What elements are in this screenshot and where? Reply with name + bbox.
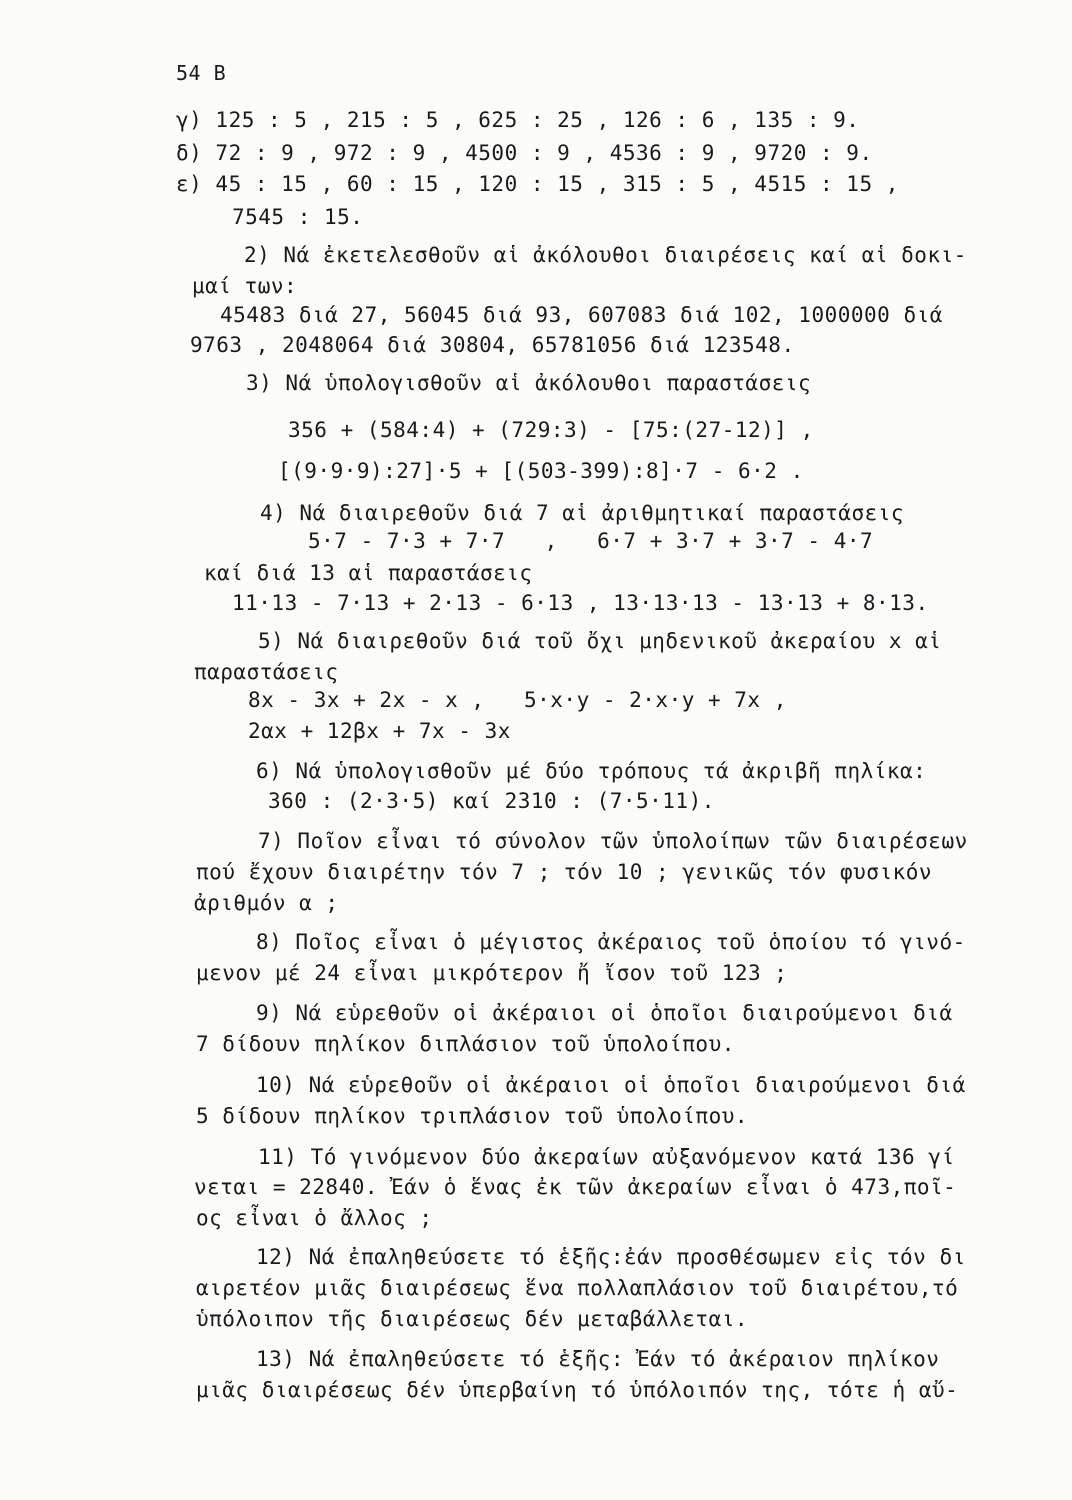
text-line: ος εἶναι ὁ ἄλλος ; — [196, 1206, 433, 1230]
text-line: 3) Νά ὑπολογισθοῦν αἱ ἀκόλουθοι παραστάσεις — [246, 371, 812, 395]
text-line: 11·13 - 7·13 + 2·13 - 6·13 , 13·13·13 - 13·13 + 8·13. — [232, 591, 929, 615]
text-line: 12) Νά ἐπαληθεύσετε τό ἑξῆς:ἐάν προσθέσωμεν εἰς τόν δι — [256, 1245, 966, 1269]
text-line: 7545 : 15. — [232, 205, 364, 229]
text-line: 13) Νά ἐπαληθεύσετε τό ἑξῆς: Ἐάν τό ἀκέραιον πηλίκον — [256, 1347, 940, 1371]
text-line: μαί των: — [192, 274, 298, 298]
text-line: πού ἔχουν διαιρέτην τόν 7 ; τόν 10 ; γενικῶς τόν φυσικόν — [196, 860, 933, 884]
text-line: 45483 διά 27, 56045 διά 93, 607083 διά 102, 1000000 διά — [220, 303, 943, 327]
text-line: μιᾶς διαιρέσεως δέν ὑπερβαίνη τό ὑπόλοιπόν της, τότε ἡ αὔ- — [196, 1378, 959, 1402]
page-header: 54 B — [176, 61, 227, 85]
text-line: 10) Νά εὑρεθοῦν οἱ ἀκέραιοι οἱ ὁποῖοι διαιρούμενοι διά — [256, 1073, 966, 1097]
text-line: καί διά 13 αἱ παραστάσεις — [204, 561, 533, 585]
text-line: γ) 125 : 5 , 215 : 5 , 625 : 25 , 126 : 6 , 135 : 9. — [176, 108, 860, 132]
text-line: 8x - 3x + 2x - x , 5·x·y - 2·x·y + 7x , — [248, 688, 787, 712]
text-line: 6) Νά ὑπολογισθοῦν μέ δύο τρόπους τά ἀκριβῆ πηλίκα: — [256, 759, 927, 783]
text-line: ὑπόλοιπον τῆς διαιρέσεως δέν μεταβάλλεται. — [196, 1307, 749, 1331]
text-line: 7 δίδουν πηλίκον διπλάσιον τοῦ ὑπολοίπου. — [196, 1032, 735, 1056]
text-line: 356 + (584:4) + (729:3) - [75:(27-12)] , — [288, 418, 814, 442]
text-line: αιρετέον μιᾶς διαιρέσεως ἕνα πολλαπλάσιον τοῦ διαιρέτου,τό — [196, 1276, 959, 1300]
text-line: 5·7 - 7·3 + 7·7 , 6·7 + 3·7 + 3·7 - 4·7 — [308, 529, 874, 553]
text-line: 7) Ποῖον εἶναι τό σύνολον τῶν ὑπολοίπων τῶν διαιρέσεων — [258, 829, 968, 853]
text-line: 4) Νά διαιρεθοῦν διά 7 αἱ ἀριθμητικαί παραστάσεις — [260, 501, 905, 525]
text-line: 5 δίδουν πηλίκον τριπλάσιον τοῦ ὑπολοίπου. — [196, 1104, 749, 1128]
text-line: 360 : (2·3·5) καί 2310 : (7·5·11). — [268, 789, 715, 813]
text-line: 8) Ποῖος εἶναι ὁ μέγιστος ἀκέραιος τοῦ ὁποίου τό γινό- — [256, 930, 966, 954]
text-line: ε) 45 : 15 , 60 : 15 , 120 : 15 , 315 : 5 , 4515 : 15 , — [176, 172, 899, 196]
text-line: [(9·9·9):27]·5 + [(503-399):8]·7 - 6·2 . — [278, 459, 804, 483]
text-line: μενον μέ 24 εἶναι μικρότερον ἤ ἴσον τοῦ 123 ; — [196, 961, 788, 985]
text-line: 2αx + 12βx + 7x - 3x — [248, 719, 511, 743]
text-line: παραστάσεις — [194, 660, 339, 684]
text-line: 9763 , 2048064 διά 30804, 65781056 διά 123548. — [190, 333, 795, 357]
text-line: ἀριθμόν α ; — [194, 891, 339, 915]
text-line: 5) Νά διαιρεθοῦν διά τοῦ ὄχι μηδενικοῦ ἀκεραίου x αἱ — [258, 629, 942, 653]
text-line: 2) Νά ἐκετελεσθοῦν αἱ ἀκόλουθοι διαιρέσεις καί αἱ δοκι- — [244, 243, 967, 267]
text-line: 9) Νά εὑρεθοῦν οἱ ἀκέραιοι οἱ ὁποῖοι διαιρούμενοι διά — [256, 1001, 953, 1025]
text-line: δ) 72 : 9 , 972 : 9 , 4500 : 9 , 4536 : 9 , 9720 : 9. — [176, 141, 873, 165]
text-line: νεται = 22840. Ἐάν ὁ ἕνας ἐκ τῶν ἀκεραίων εἶναι ὁ 473,ποῖ- — [194, 1175, 957, 1199]
text-line: 11) Τό γινόμενον δύο ἀκεραίων αὐξανόμενον κατά 136 γί — [258, 1145, 955, 1169]
